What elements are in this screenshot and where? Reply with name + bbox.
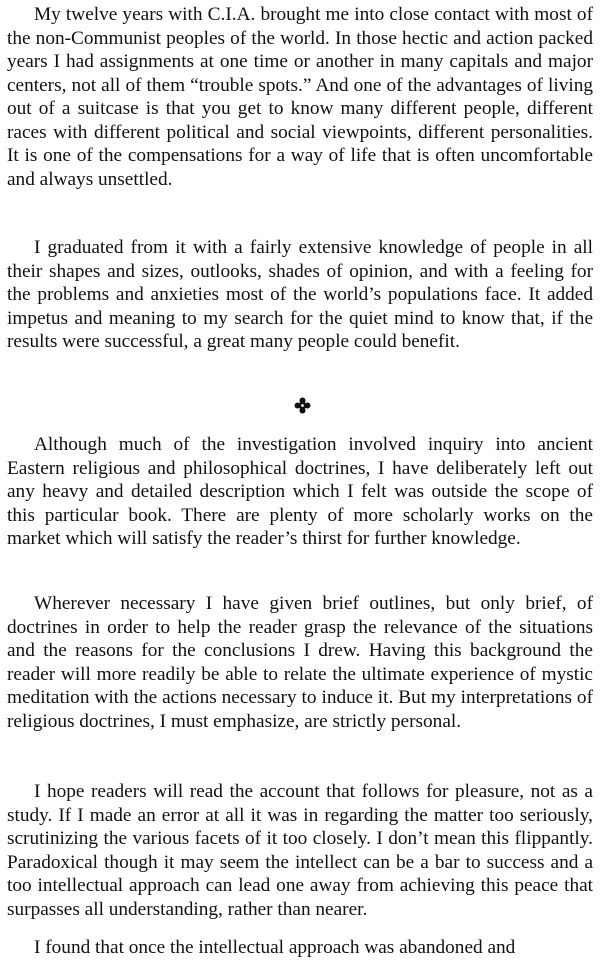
paragraph-knowledge-of-people: I graduated from it with a fairly extensive knowledge of people in all their shapes and sizes, outlooks, shades of opinion, and with a feeling for the problems and anxieties most of the world’s populations face. It added impetus and meaning to my search for the quiet mind to know that, if the results were successful, a great many people could benefit. <box>7 237 593 352</box>
paragraph-intellectual-approach: I found that once the intellectual approach was abandoned and <box>34 937 516 958</box>
paragraph-cia-years: My twelve years with C.I.A. brought me into close contact with most of the non-Communist peoples of the world. In those hectic and action packed years I had assignments at one time or another in many capitals and major centers, not all of them “trouble spots.” And one of the advantages of living out of a suitcase is that you get to know many different people, different races with different political and social viewpoints, different personalities. It is one of the compensations for a way of life that is often uncomfortable and always unsettled. <box>7 4 593 190</box>
paragraph-read-for-pleasure: I hope readers will read the account that follows for pleasure, not as a study. If I made an error at all it was in regarding the matter too seriously, scrutinizing the various facets of it too closely. I don’t mean this flippantly. Paradoxical though it may seem the intellect can be a bar to success and a too intellectual approach can lead one away from achieving this peace that surpasses all understanding, rather than nearer. <box>7 781 593 920</box>
paragraph-eastern-doctrines: Although much of the investigation involved inquiry into ancient Eastern religious and philosophical doctrines, I have deliberately left out any heavy and detailed description which I felt was outside the scope of this particular book. There are plenty of more scholarly works on the market which will satisfy the reader’s thirst for further knowledge. <box>7 434 593 549</box>
paragraph-brief-outlines: Wherever necessary I have given brief outlines, but only brief, of doctrines in order to help the reader grasp the relevance of the situations and the reasons for the conclusions I drew. Having this background the reader will more readily be able to relate the ultimate experience of mystic meditation with the actions necessary to induce it. But my interpretations of religious doctrines, I must emphasize, are strictly personal. <box>7 593 593 732</box>
flower-ornament-icon <box>294 397 311 414</box>
